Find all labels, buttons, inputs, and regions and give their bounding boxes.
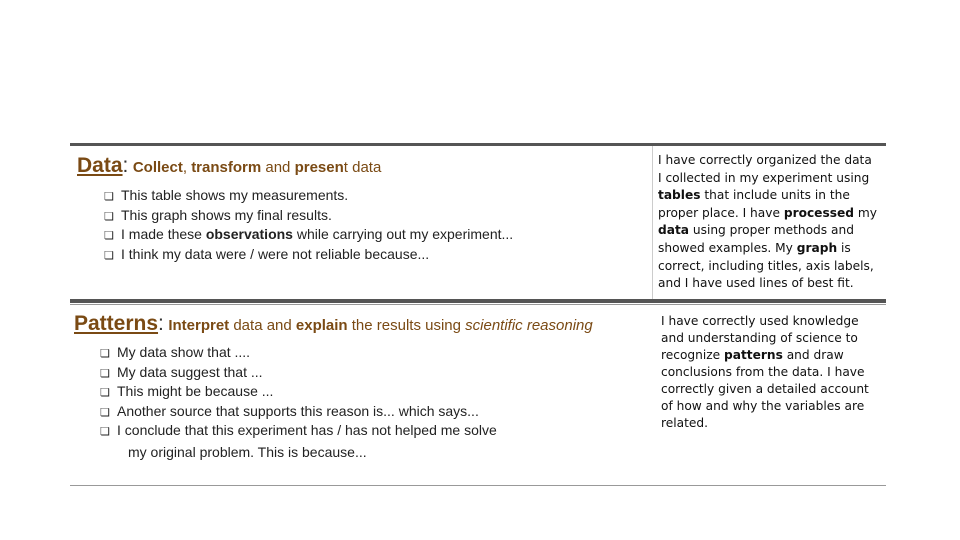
text-run: This table shows my measurements.	[121, 187, 349, 203]
checkbox-icon: ❏	[100, 348, 110, 360]
text-run: using proper methods and	[689, 223, 854, 238]
text-run: that include units in the	[700, 188, 850, 203]
text-run: my	[853, 205, 877, 220]
rubric-line	[658, 222, 877, 240]
text-run: I have correctly used knowledge	[661, 314, 859, 328]
data-heading-text	[133, 159, 381, 176]
text-run: I think my data were / were not reliable because...	[121, 245, 430, 262]
patterns-item-continuation: my original problem. This is because...	[128, 444, 367, 460]
patterns-heading-key: Patterns	[74, 312, 159, 335]
column-divider	[652, 146, 653, 299]
rubric-line	[661, 364, 869, 381]
rubric-line	[658, 187, 877, 205]
text-run: is	[837, 240, 851, 255]
text-run: showed examples. My	[658, 240, 797, 255]
rubric-line	[658, 275, 877, 293]
text-run: patterns	[724, 348, 783, 362]
rubric-line	[661, 313, 869, 330]
checkbox-icon: ❏	[100, 387, 110, 399]
text-run: transform	[191, 159, 262, 176]
text-run: observations	[205, 226, 293, 242]
patterns-heading-text	[168, 317, 592, 334]
data-rubric	[658, 152, 877, 293]
text-run: This might be because ...	[117, 383, 274, 399]
text-run: while carrying out my experiment...	[292, 226, 514, 242]
text-run: t data	[343, 159, 382, 176]
checkbox-icon: ❏	[104, 191, 114, 203]
text-run: proper place. I have	[658, 205, 784, 220]
text-run: I collected in my experiment using	[658, 170, 870, 185]
checklist-item	[100, 363, 497, 383]
checklist-item	[104, 186, 513, 206]
data-heading-colon: :	[122, 154, 129, 177]
text-run: This graph shows my final results.	[121, 206, 332, 223]
text-run: scientific reasoning	[465, 317, 593, 334]
text-run: and I have used lines of best fit.	[658, 276, 854, 291]
text-run: tables	[658, 188, 701, 203]
rubric-line	[658, 205, 877, 223]
text-run: Another source that supports this reason is... which says...	[117, 402, 479, 419]
checkbox-icon: ❏	[100, 406, 110, 419]
text-run: processed	[783, 205, 854, 220]
text-run: data	[658, 223, 689, 238]
text-run: conclusions from the data. I have	[661, 365, 865, 379]
checkbox-icon: ❏	[104, 210, 114, 223]
text-run: and draw	[782, 348, 844, 362]
patterns-heading	[74, 312, 593, 336]
rubric-line	[661, 398, 869, 415]
text-run: and	[261, 159, 295, 176]
text-run: and understanding of science to	[661, 331, 858, 345]
rubric-line	[658, 240, 877, 258]
text-run: correctly given a detailed account	[661, 382, 869, 396]
rubric-line	[658, 152, 877, 170]
text-run: of how and why the variables are	[661, 399, 865, 413]
text-run: My data show that ....	[117, 344, 251, 360]
text-run: I have correctly organized the data	[658, 153, 872, 167]
data-checklist	[104, 186, 513, 264]
text-run: Interpret	[168, 317, 230, 334]
checklist-item	[100, 402, 497, 422]
checkbox-icon: ❏	[104, 249, 114, 262]
data-heading	[77, 154, 381, 178]
text-run: data and	[229, 317, 296, 334]
patterns-checklist	[100, 343, 497, 441]
checklist-item	[104, 225, 513, 245]
rubric-line	[661, 330, 869, 347]
middle-rule-thin	[70, 304, 886, 305]
checkbox-icon: ❏	[104, 230, 114, 242]
text-run: I conclude that this experiment has / has not helped me solve	[117, 422, 497, 438]
text-run: related.	[661, 416, 708, 430]
rubric-line	[661, 381, 869, 398]
text-run: the results using	[347, 317, 466, 334]
text-run: explain	[295, 317, 348, 334]
middle-rule	[70, 299, 886, 303]
rubric-line	[658, 170, 877, 188]
text-run: recognize	[661, 348, 725, 362]
text-run: ,	[182, 159, 192, 176]
text-run: presen	[294, 159, 344, 176]
rubric-line	[661, 347, 869, 364]
text-run: Collect	[132, 159, 183, 176]
checkbox-icon: ❏	[100, 367, 110, 380]
top-rule	[70, 143, 886, 146]
text-run: My data suggest that ...	[117, 363, 263, 380]
patterns-rubric	[661, 313, 869, 432]
checkbox-icon: ❏	[100, 426, 110, 438]
rubric-line	[658, 258, 877, 276]
text-run: graph	[796, 240, 838, 255]
text-run: correct, including titles, axis labels,	[658, 258, 874, 273]
text-run: I made these	[121, 226, 206, 242]
checklist-item	[104, 245, 513, 265]
checklist-item	[100, 421, 497, 441]
checklist-item	[100, 382, 497, 402]
patterns-heading-colon: :	[158, 312, 164, 335]
data-heading-key: Data	[77, 154, 123, 177]
bottom-rule	[70, 485, 886, 486]
checklist-item	[100, 343, 497, 363]
checklist-item	[104, 206, 513, 226]
rubric-line	[661, 415, 869, 432]
